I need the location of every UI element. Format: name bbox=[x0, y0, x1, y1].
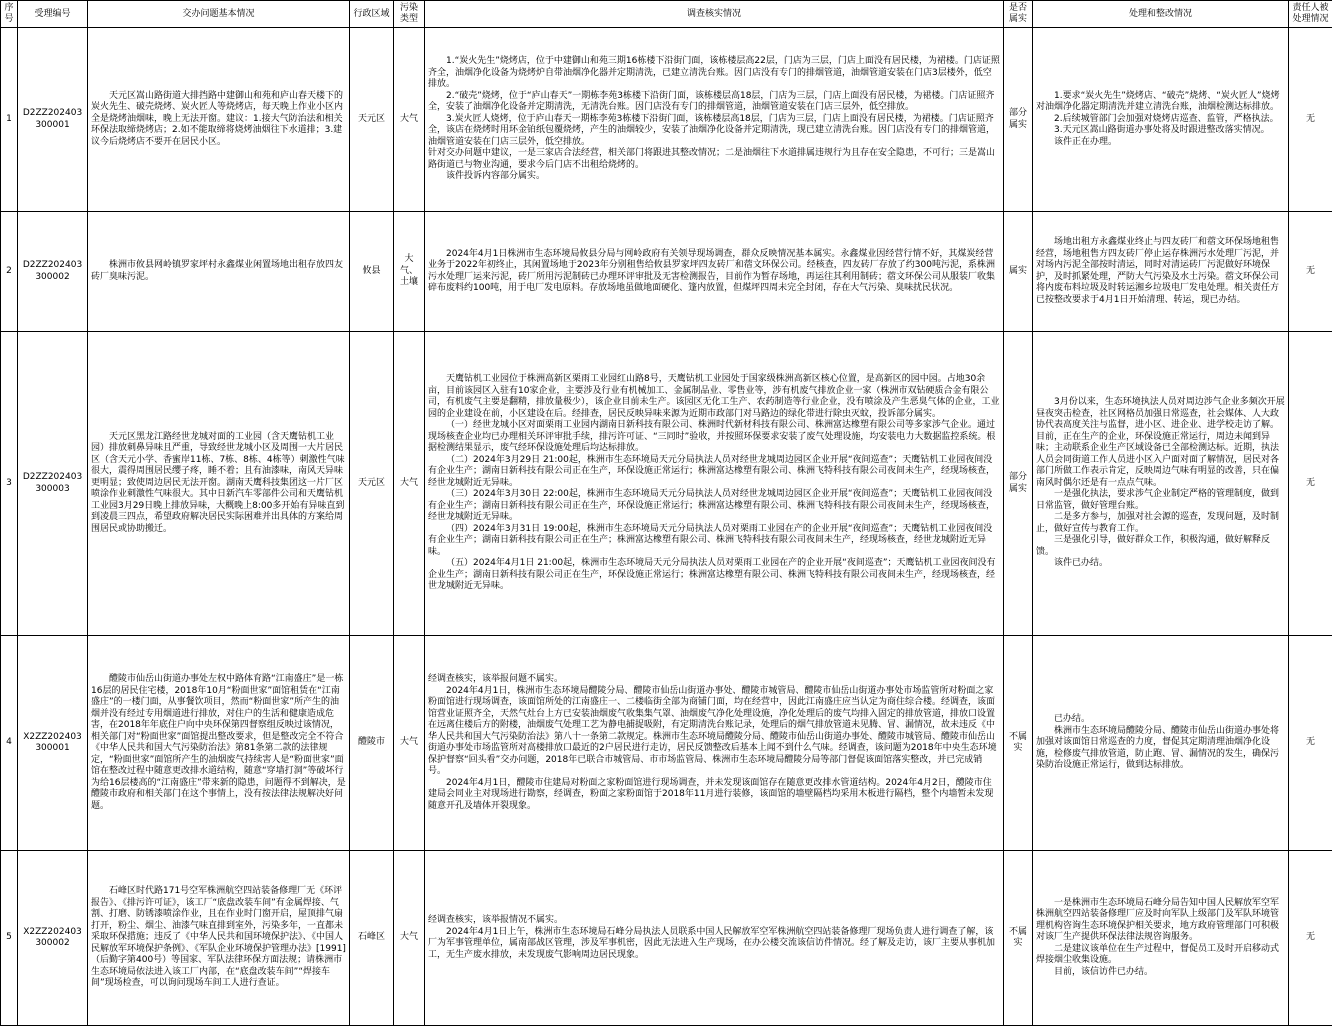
cell-responsible: 无 bbox=[1289, 28, 1332, 212]
cell-case-no: X2ZZ202403300001 bbox=[18, 636, 88, 851]
header-pollution: 污染类型 bbox=[394, 1, 425, 28]
cell-issue: 天元区黑龙江路经世龙城对面的工业园（含天鹰钻机工业园）排放刺鼻异味且严重，导致经世龙城小区及周围一大片居民区（含天元小学、香蜜岸11栋、7栋、8栋、4栋等）刺激性气味很大，震得周围居民缨子疼，睡不着；且有油漆味，南风天异味更明显；致使周边居民无法开窗。湖南天鹰科技集团这一片厂区喷涂作业刺激性气味很大。其中日新汽车零部件公司和天鹰钻机工业园3月29日晚上排放异味，大概晚上8:00多开始有异味直到到凌晨三四点，希望政府解决居民实际困难并出具体的方案给周围居民或协助搬迁。 bbox=[88, 332, 350, 636]
cell-investigation bbox=[425, 851, 1004, 1026]
investigation-paragraph: （三）2024年3月30日 22:00起，株洲市生态环境局天元分局执法人员对经世龙城周边园区企业开展“夜间巡查”；天鹰钻机工业园夜间没有企业生产；湖南日新科技有限公司正在生产，环保设施正常运行；株洲富达橡塑有限公司、株洲飞特科技有限公司夜间未生产，经现场核查，经世龙城附近无异味。 bbox=[428, 489, 1000, 524]
cell-case-no: D2ZZ202403300001 bbox=[18, 28, 88, 212]
cell-investigation bbox=[425, 636, 1004, 851]
table-row bbox=[1, 636, 1332, 851]
cell-seq: 4 bbox=[1, 636, 18, 851]
investigation-paragraph: （二）2024年3月29日 21:00起，株洲市生态环境局天元分局执法人员对经世龙城周边园区企业开展“夜间巡查”；天鹰钻机工业园夜间没有企业生产；湖南日新科技有限公司正在生产，环保设施正常运行；株洲富达橡塑有限公司、株洲飞特科技有限公司夜间未生产，经现场核查，经世龙城附近无异味。 bbox=[428, 455, 1000, 490]
handling-paragraph: 1.要求“炭火先生”烧烤店、“破壳”烧烤、“炭火匠人”烧烤对油烟净化器定期清洗并建立清洗台账，油烟检测达标排放。 bbox=[1036, 91, 1285, 114]
investigation-paragraph: 2.“破壳”烧烤，位于“庐山春天”一期栋李苑3栋楼下沿街门面，该栋楼层高18层，门店为三层，门店上面没有居民楼，为裙楼。门店证照齐全，安装了油烟净化设备并定期清洗，无清洗台账。因门店没有专门的排烟管道，油烟管道安装在门店三层外，低空排放。 bbox=[428, 91, 1000, 114]
investigation-paragraph: 1.“炭火先生”烧烤店，位于中建御山和苑三期16栋楼下沿街门面，该栋楼层高22层，门店为三层，门店上面没有居民楼，为裙楼。门店证照齐全，油烟净化设备为烧烤炉自带油烟净化器并定期清洗，已建立清洗台账。因门店没有专门的排烟管道，油烟管道安装在门店3层楼外，低空排放。 bbox=[428, 56, 1000, 91]
table-row bbox=[1, 332, 1332, 636]
investigation-paragraph: 天鹰钻机工业园位于株洲高新区栗雨工业园红山路8号，天鹰钻机工业园处于国家级株洲高新区核心位置，是高新区的园中园。占地30余亩，目前该园区入驻有10家企业，主要涉及行业有机械加工、金属制品业、零售业等，涉有机废气排放企业一家（株洲市双钻硬质合金有限公司，有机废气主要是翻精，排放量极少），该企业目前未生产。该园区无化工生产、农药制造等行业企业，没有喷涂及产生恶臭气体的企业，工业园的企业建设在前，小区建设在后。经排查，居民反映异味来源为近期市政部门对马路边的绿化带进行除虫灭蚊，投诉部分属实。 bbox=[428, 374, 1000, 420]
cell-case-no: D2ZZ202403300003 bbox=[18, 332, 88, 636]
investigation-paragraph: 2024年4月1日株洲市生态环境局攸县分局与网岭政府有关领导现场调查，群众反映情况基本属实。永鑫煤业因经营行情不好，其煤炭经营业务于2022年初终止，其闲置场地于2023年分别租售给攸县罗家坪四友砖厂和蓿文环保公司。经核查，四友砖厂存放了约300吨污泥，系株洲污水处理厂运来污泥，砖厂所用污泥制砖已办理环评审批及无害检测报告，目前作为暂存场地，再运往其利用制砖；蓿文环保公司从服装厂收集碎布废料约100吨，用于电厂发电原料。存放场地虽做地面硬化、篷内放置，但煤坪四周未完全封闭，存在大气污染、臭味扰民状况。 bbox=[428, 249, 1000, 295]
cell-seq: 3 bbox=[1, 332, 18, 636]
header-responsible: 责任人被处理情况 bbox=[1289, 1, 1332, 28]
table-row bbox=[1, 212, 1332, 332]
cell-verified: 不属实 bbox=[1004, 636, 1033, 851]
cell-seq: 1 bbox=[1, 28, 18, 212]
cell-handling bbox=[1033, 28, 1289, 212]
cell-pollution: 大气、土壤 bbox=[394, 212, 425, 332]
cell-seq: 5 bbox=[1, 851, 18, 1026]
handling-paragraph: 已办结。 bbox=[1036, 714, 1285, 726]
handling-paragraph: 3月份以来，生态环境执法人员对周边涉气企业多频次开展昼夜突击检查，社区网格员加强日常巡查，社会媒体、人大政协代表高度关注与监督，进小区、进企业、进学校走访了解。目前，正在生产的企业，环保设施正常运行，周边未闻到异味；主动联系企业生产区域设备已全部检测达标。近期，执法人员会同街道工作人员进小区入户面对面了解情况，居民对各部门所做工作表示肯定，反映周边气味有明显的改善，只在偏南风时偶尔还是有一点点气味。 bbox=[1036, 397, 1285, 489]
handling-paragraph: 该件已办结。 bbox=[1036, 558, 1285, 570]
cell-seq: 2 bbox=[1, 212, 18, 332]
header-row bbox=[1, 1, 1332, 28]
cell-verified: 不属实 bbox=[1004, 851, 1033, 1026]
cell-investigation bbox=[425, 212, 1004, 332]
cell-verified: 部分属实 bbox=[1004, 332, 1033, 636]
handling-paragraph: 一是强化执法，要求涉气企业制定严格的管理制度，做到日常监管，做好管理台账。 bbox=[1036, 489, 1285, 512]
cell-region: 醴陵市 bbox=[350, 636, 394, 851]
handling-paragraph: 株洲市生态环境局醴陵分局、醴陵市仙岳山街道办事处将加强对该面馆日常巡查的力度，督促其定期清理油烟净化设施，检修废气排放管道，防止跑、冒、漏情况的发生，确保污染防治设施正常运行，做到达标排放。 bbox=[1036, 726, 1285, 772]
cell-region: 天元区 bbox=[350, 28, 394, 212]
cell-pollution: 大气 bbox=[394, 28, 425, 212]
cell-issue: 株洲市攸县网岭镇罗家坪村永鑫煤业闲置场地出租存放四友砖厂臭味污泥。 bbox=[88, 212, 350, 332]
handling-paragraph: 一是株洲市生态环境局石峰分局告知中国人民解放军空军株洲航空四站装备修理厂应及时向军队上级部门及军队环境管理机构咨询生态环境保护相关要求，地方政府管理部门可积极对该厂生产提供环保法律法规咨询服务。 bbox=[1036, 898, 1285, 944]
header-handling: 处理和整改情况 bbox=[1033, 1, 1289, 28]
investigation-paragraph: （四）2024年3月31日 19:00起，株洲市生态环境局天元分局执法人员对栗雨工业园在产的企业开展“夜间巡查”；天鹰钻机工业园夜间没有企业生产；湖南日新科技有限公司正在生产；株洲富达橡塑有限公司、株洲飞特科技有限公司夜间未生产，经现场核查，经世龙城附近无异味。 bbox=[428, 524, 1000, 559]
handling-paragraph: 3.天元区嵩山路街道办事处将及时跟进整改落实情况。 bbox=[1036, 125, 1285, 137]
cell-verified: 属实 bbox=[1004, 212, 1033, 332]
header-verified: 是否属实 bbox=[1004, 1, 1033, 28]
investigation-paragraph: （五）2024年4月1日 21:00起，株洲市生态环境局天元分局执法人员对栗雨工业园在产的企业开展“夜间巡查”；天鹰钻机工业园夜间没有企业生产；湖南日新科技有限公司正在生产，环保设施正常运行；株洲富达橡塑有限公司、株洲飞特科技有限公司夜间未生产，经现场核查，经世龙城附近无异味。 bbox=[428, 558, 1000, 593]
table-row bbox=[1, 851, 1332, 1026]
handling-paragraph: 该件正在办理。 bbox=[1036, 137, 1285, 149]
header-seq: 序号 bbox=[1, 1, 18, 28]
cell-pollution: 大气 bbox=[394, 851, 425, 1026]
investigation-paragraph: 经调查核实，该举报情况不属实。 bbox=[428, 915, 1000, 927]
header-region: 行政区域 bbox=[350, 1, 394, 28]
cell-verified: 部分属实 bbox=[1004, 28, 1033, 212]
handling-paragraph: 2.后续城管部门会加强对烧烤店巡查、监管，严格执法。 bbox=[1036, 114, 1285, 126]
investigation-paragraph: 2024年4月1日，株洲市生态环境局醴陵分局、醴陵市仙岳山街道办事处、醴陵市城管局、醴陵市仙岳山街道办事处市场监管所对粉面之家粉面馆进行现场调查，该面馆所处的江南盛庄一、二楼临街全部为商铺门面，均在经营中，因此江南盛庄应当认定为商住综合楼。经调查，该面馆营业证照齐全，天然气灶台上方已安装油烟废气收集集气罩、油烟废气净化处理设施，净化处理后的废气均排入固定的排放管道，排放口设置在远离住楼后方的附楼，油烟废气处理工艺为静电捕捉吸附，有定期清洗台账记录，处理后的烟气排放管道未见腾、冒、漏情况，故未违反《中华人民共和国大气污染防治法》第八十一条第二款规定。株洲市生态环境局醴陵分局、醴陵市仙岳山街道办事处、醴陵市城管局、醴陵市仙岳山街道办事处市场监管所对高楼排放口最近的2户居民进行走访，居民反馈整改后基本上闻不到什么气味。经调查，该问题为2018年中央生态环境保护督察“回头看”交办问题，2018年已联合市城管局、市市场监管局、株洲市生态环境局醴陵分局等部门督促该面馆落实整改，并已完成销号。 bbox=[428, 686, 1000, 778]
cell-region: 攸县 bbox=[350, 212, 394, 332]
investigation-paragraph: 3.炭火匠人烧烤，位于庐山春天一期栋李苑3栋楼下沿街门面，该栋楼层高18层，门店为三层，门店上面没有居民楼，为裙楼。门店证照齐全，该店在烧烤时用环金铂纸包覆烧烤，产生的油烟较少，安装了油烟净化设备并定期清洗，现已建立清洗台账。因门店没有专门的排烟管道，油烟管道安装在门店三层外，低空排放。 bbox=[428, 114, 1000, 149]
investigation-paragraph: 该件投诉内容部分属实。 bbox=[428, 171, 1000, 183]
cell-investigation bbox=[425, 28, 1004, 212]
investigation-paragraph: 针对交办问题中建议，一是三家店合法经营，相关部门将跟进其整改情况；二是油烟往下水道排属违规行为且存在安全隐患，不可行；三是嵩山路街道已与物业沟通，要求今后门店不出租给烧烤的。 bbox=[428, 148, 1000, 171]
cell-region: 石峰区 bbox=[350, 851, 394, 1026]
handling-paragraph: 三是强化引导，做好群众工作，积极沟通，做好解释反馈。 bbox=[1036, 535, 1285, 558]
handling-paragraph: 场地出租方永鑫煤业终止与四友砖厂和蓿文环保场地租售经营，场地租售方四友砖厂停止运存株洲污水处理厂污泥，并对场内污泥全部按时清运，同时对清运砖厂污泥做好环境保护，及时抓紧处理，严防大气污染及水土污染。蓿文环保公司将内废布料垃圾及时转运湘乡垃圾电厂发电处理。相关责任方已按整改要求于4月1日开始清理、转运，现已办结。 bbox=[1036, 237, 1285, 306]
cell-issue: 天元区嵩山路街道大排挡路中建御山和苑和庐山春天楼下的炭火先生、破壳烧烤、炭火匠人等烧烤店，每天晚上作业小区内全是烧烤油烟味，晚上无法开窗。建议：1.接大气防治法和相关环保法取缔烧烤店；2.如不能取缔将烧烤油烟往下水道排；3.建议今后烧烤店不要开在居民小区。 bbox=[88, 28, 350, 212]
header-case-no: 受理编号 bbox=[18, 1, 88, 28]
cell-issue: 石峰区时代路171号空军株洲航空四站装备修理厂无《环评报告》、《排污许可证》，该工厂“底盘改装车间”有金属焊接、气割、打磨、防锈漆喷涂作业，且在作业时门窗开启，屋顶排气扇打开，粉尘、烟尘、油漆气味直排到室外，污染多年，一直都未采取环保措施；违反了《中华人民共和国环境保护法》、《中国人民解放军环境保护条例》、《军队企业环境保护管理办法》[1991]（后勤字第400号）等国家、军队法律环保方面法规；请株洲市生态环境局依法进入该工厂内部，在“底盘改装车间”“焊接车间”现场检查，可以询问现场车间工人进行查证。 bbox=[88, 851, 350, 1026]
cell-pollution: 大气 bbox=[394, 636, 425, 851]
cell-responsible: 无 bbox=[1289, 212, 1332, 332]
cell-pollution: 大气 bbox=[394, 332, 425, 636]
cell-region: 天元区 bbox=[350, 332, 394, 636]
cell-responsible: 无 bbox=[1289, 332, 1332, 636]
header-investigation: 调查核实情况 bbox=[425, 1, 1004, 28]
cell-investigation bbox=[425, 332, 1004, 636]
investigation-paragraph: 2024年4月1日上午，株洲市生态环境局石峰分局执法人员联系中国人民解放军空军株洲航空四站装备修理厂现场负责人进行调查了解，该厂为军事管理单位，属南部战区管理，涉及军事机密，因此无法进入生产现场，在办公楼交流该信访件情况。经了解及走访，该厂主要从事机加工，无生产废水排放，未发现废气影响周边居民现象。 bbox=[428, 927, 1000, 962]
header-issue: 交办问题基本情况 bbox=[88, 1, 350, 28]
cell-handling bbox=[1033, 636, 1289, 851]
handling-paragraph: 目前，该信访件已办结。 bbox=[1036, 967, 1285, 979]
handling-paragraph: 二是建议该单位在生产过程中，督促员工及时开启移动式焊接烟尘收集设施。 bbox=[1036, 944, 1285, 967]
table-row bbox=[1, 28, 1332, 212]
cell-responsible: 无 bbox=[1289, 851, 1332, 1026]
investigation-paragraph: （一）经世龙城小区对面栗雨工业园内湖南日新科技有限公司、株洲时代新材科技有限公司、株洲富达橡塑有限公司等多家涉气企业。通过现场核查企业均已办理相关环评审批手续，排污许可证、“三同时”验收，并按照环保要求安装了废气处理设施，均安装电力大数据监控系统。根据检测结果显示，废气经环保设施处理后均达标排放。 bbox=[428, 420, 1000, 455]
cell-case-no: X2ZZ202403300002 bbox=[18, 851, 88, 1026]
cell-responsible: 无 bbox=[1289, 636, 1332, 851]
investigation-paragraph: 2024年4月1日，醴陵市住建局对粉面之家粉面馆进行现场调查，并未发现该面馆存在随意更改排水管道结构。2024年4月2日，醴陵市住建局会同业主对现场进行勘察，经调查，粉面之家粉面馆于2018年11月进行装修，该面馆的墙壁隔档均采用木板进行隔档，整个内墙暂未发现随意开孔及墙体开裂现象。 bbox=[428, 778, 1000, 813]
handling-paragraph: 二是多方参与，加强对社会源的巡查，发现问题，及时制止，做好宣传与教育工作。 bbox=[1036, 512, 1285, 535]
cell-handling bbox=[1033, 332, 1289, 636]
cell-handling bbox=[1033, 851, 1289, 1026]
investigation-paragraph: 经调查核实，该举报问题不属实。 bbox=[428, 674, 1000, 686]
cell-handling bbox=[1033, 212, 1289, 332]
cell-case-no: D2ZZ202403300002 bbox=[18, 212, 88, 332]
cell-issue: 醴陵市仙岳山街道办事处左权中路体育路“江南盛庄”是一栋16层的居民住宅楼，2018年10月“粉面世家”面馆租赁在“江南盛庄”的一楼门面，从事餐饮项目，然而“粉面世家”所产生的油烟并没有经过专用烟道进行排放，对住户的生活和健康造成危害，在2018年年底住户向中央环保第四督察组反映过该情况，相关部门对“粉面世家”面馆提出整改要求，但是整改完全不符合《中华人民共和国大气污染防治法》第81条第二款的法律规定，“粉面世家”面馆所产生的油烟废气持续害人是“粉面世家”面馆在整改过程中随意更改排水道结构，随意“穿墙打洞”等破坏行为给16层楼高的“江南盛庄”带来新的隐患，问题得不到解决，是醴陵市政府和相关部门在这个事情上，没有按法律法规解决好问题。 bbox=[88, 636, 350, 851]
